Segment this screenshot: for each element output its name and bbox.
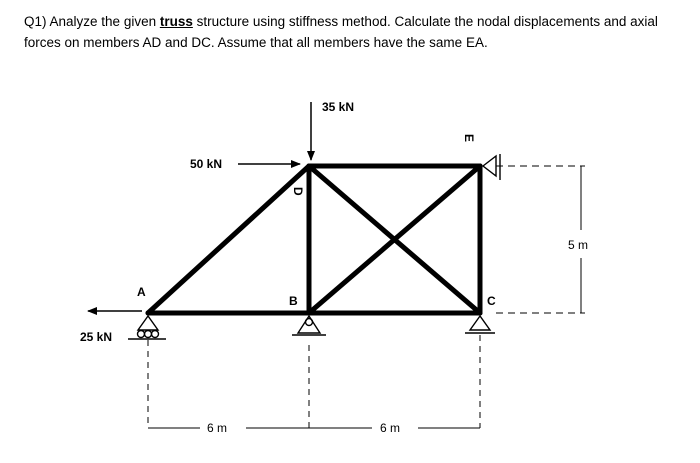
dimension-lines xyxy=(148,166,585,428)
load-arrows xyxy=(88,102,311,311)
member-ad xyxy=(148,166,309,313)
label-node-e: E xyxy=(462,134,476,143)
label-node-b: B xyxy=(289,294,298,308)
roller-support-c xyxy=(465,316,495,333)
label-span-left: 6 m xyxy=(207,421,228,435)
label-node-a: A xyxy=(137,285,146,299)
truss-members xyxy=(148,166,480,313)
question-number: Q1) xyxy=(24,14,47,29)
roller-support-a xyxy=(128,316,166,339)
question-emphasis: truss xyxy=(159,14,193,29)
roller-support-e xyxy=(483,154,500,180)
question-text-part-1: Analyze the given xyxy=(46,14,160,29)
pin-support-b xyxy=(292,316,326,335)
label-node-c: C xyxy=(487,294,496,308)
label-span-right: 6 m xyxy=(380,421,401,435)
label-height: 5 m xyxy=(568,238,589,252)
label-load-left: 25 kN xyxy=(80,330,113,344)
label-node-d: D xyxy=(291,187,305,196)
question-text-part-2: structure using stiffness method. Calculate the nodal displacements and axial forces on members AD and DC. Assume that all members have the same EA. xyxy=(24,14,658,50)
label-load-vertical: 35 kN xyxy=(322,100,355,114)
label-load-top: 50 kN xyxy=(190,157,223,171)
